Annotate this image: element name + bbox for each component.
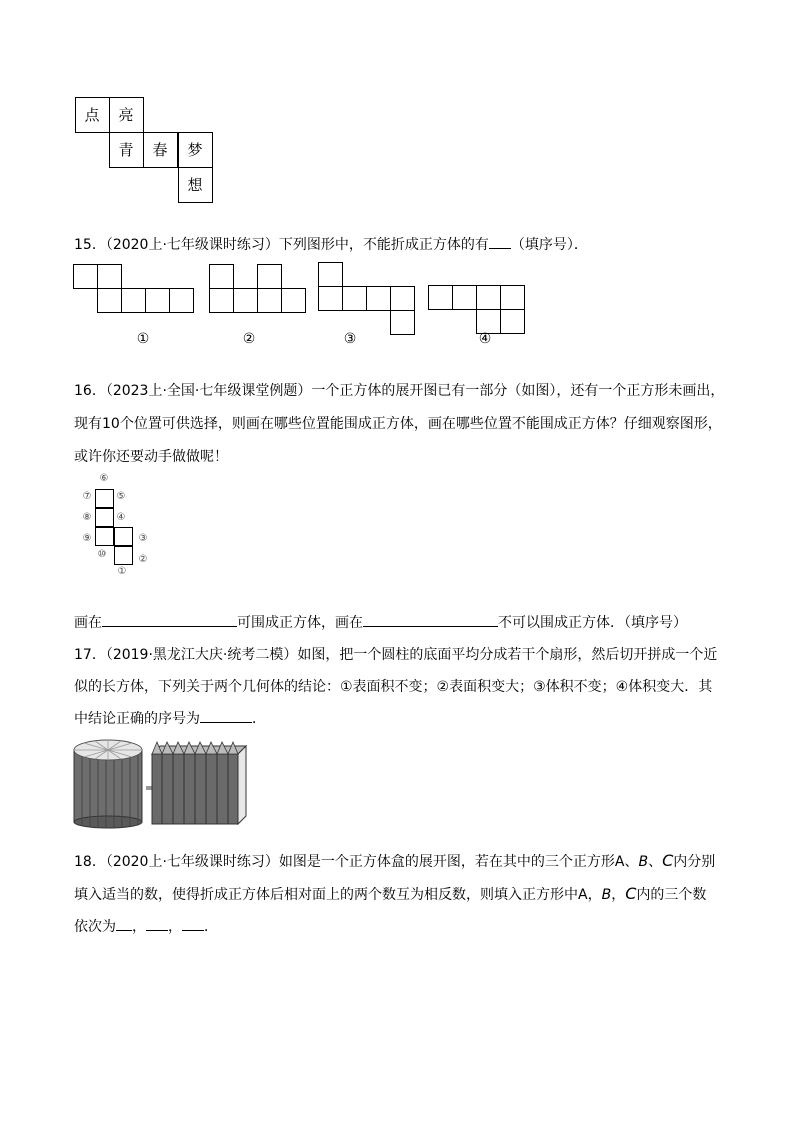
net-square <box>114 546 133 565</box>
position-label: ⑩ <box>97 549 107 560</box>
q17-line2: 似的长方体，下列关于两个几何体的结论：①表面积不变；②表面积变大；③体积不变；④体积变大．其 <box>74 679 713 695</box>
question-text: 填入适当的数，使得折成正方体后相对面上的两个数互为相反数，则填入正方形中 <box>74 887 578 903</box>
question-text: 如图是一个正方体盒的展开图，若在其中的三个正方形 <box>278 854 615 870</box>
net-square <box>95 527 114 546</box>
q17-line1 <box>74 644 717 664</box>
question-number: 17． <box>74 647 106 663</box>
figure-label: ① <box>136 331 150 347</box>
separator: ， <box>132 919 146 935</box>
net-square <box>121 288 146 313</box>
separator: ， <box>168 919 182 935</box>
net-square <box>73 264 98 289</box>
q15-text <box>74 234 588 254</box>
net-square <box>500 309 525 334</box>
q17-line3 <box>74 708 266 728</box>
figure-label: ③ <box>343 331 357 347</box>
net-square <box>428 285 453 310</box>
net-square <box>233 288 258 313</box>
q16-answer-line <box>74 612 687 632</box>
label-b: B <box>601 887 612 903</box>
net-square <box>257 264 282 289</box>
position-label: ⑨ <box>82 533 92 544</box>
net-square <box>318 262 343 287</box>
net-square <box>366 286 391 311</box>
answer-text: 不可以围成正方体．（填序号） <box>498 615 687 631</box>
q18-line1 <box>74 851 715 871</box>
question-text: ． <box>252 711 266 727</box>
label-c: C <box>662 851 674 870</box>
q18-line3 <box>74 916 218 936</box>
cylinder-cuboid-figure <box>70 734 250 830</box>
question-number: 15． <box>74 237 106 253</box>
q16-line3: 或许你还要动手做做呢！ <box>74 449 228 465</box>
net-square <box>257 288 282 313</box>
question-number: 16． <box>74 383 106 399</box>
position-label: ② <box>138 554 148 565</box>
answer-blank[interactable] <box>116 916 132 931</box>
net-square <box>145 288 170 313</box>
question-source: （2020上·七年级课时练习） <box>105 854 279 870</box>
answer-blank[interactable] <box>182 916 204 931</box>
question-text: 内分别 <box>673 854 716 870</box>
net-square <box>390 286 415 311</box>
answer-blank[interactable] <box>363 612 498 627</box>
net-char: 亮 <box>118 106 134 124</box>
answer-text: 可围成正方体，画在 <box>237 615 363 631</box>
net-square <box>281 288 306 313</box>
answer-blank[interactable] <box>102 612 237 627</box>
net-square <box>95 489 114 508</box>
q18-line2 <box>74 884 706 904</box>
position-label: ⑥ <box>99 473 109 484</box>
position-label: ③ <box>138 533 148 544</box>
net-square <box>97 288 122 313</box>
net-char: 青 <box>118 141 134 159</box>
label-b: B <box>638 854 649 870</box>
net-square <box>342 286 367 311</box>
net-square <box>476 285 501 310</box>
answer-blank[interactable] <box>200 708 252 723</box>
net-square <box>95 508 114 527</box>
question-text: 一个正方体的展开图已有一部分（如图），还有一个正方形未画出， <box>311 383 725 399</box>
net-char: 点 <box>84 106 100 124</box>
net-char: 梦 <box>187 141 203 159</box>
separator: ， <box>587 887 602 903</box>
position-label: ⑧ <box>82 512 92 523</box>
figure-label: ② <box>242 331 256 347</box>
position-label: ① <box>117 566 127 577</box>
net-square <box>500 285 525 310</box>
label-a: A <box>614 854 625 870</box>
figure-label: ④ <box>478 331 492 347</box>
question-text: （填序号）． <box>510 237 588 253</box>
separator: ． <box>204 919 218 935</box>
q16-line1 <box>74 380 724 400</box>
net-square <box>390 310 415 335</box>
net-square <box>169 288 194 313</box>
net-square <box>452 285 477 310</box>
net-char: 想 <box>187 176 203 194</box>
label-c: C <box>625 884 637 903</box>
net-square <box>318 286 343 311</box>
net-square <box>209 288 234 313</box>
position-label: ⑦ <box>82 491 92 502</box>
question-text: 下列图形中，不能折成正方体的有 <box>278 237 489 253</box>
question-number: 18． <box>74 854 106 870</box>
separator: 、 <box>648 854 663 870</box>
answer-blank[interactable] <box>146 916 168 931</box>
net-square <box>114 527 133 546</box>
question-text: 依次为 <box>74 919 116 935</box>
answer-text: 画在 <box>74 615 102 631</box>
label-a: A <box>578 887 588 903</box>
q16-line2: 现有10个位置可供选择，则画在哪些位置能围成正方体，画在哪些位置不能围成正方体？仔细观察图形， <box>74 416 722 432</box>
separator: 、 <box>624 854 639 870</box>
question-source: （2019·黑龙江大庆·统考二模） <box>105 647 298 663</box>
question-source: （2023上·全国·七年级课堂例题） <box>105 383 312 399</box>
separator: ， <box>611 887 626 903</box>
net-square <box>209 264 234 289</box>
position-label: ④ <box>116 512 126 523</box>
answer-blank[interactable] <box>489 234 511 249</box>
position-label: ⑤ <box>116 491 126 502</box>
question-text: 如图，把一个圆柱的底面平均分成若干个扇形，然后切开拼成一个近 <box>297 647 718 663</box>
question-source: （2020上·七年级课时练习） <box>105 237 279 253</box>
net-square <box>97 264 122 289</box>
net-char: 春 <box>152 141 168 159</box>
question-text: 内的三个数 <box>636 887 707 903</box>
question-text: 中结论正确的序号为 <box>74 711 200 727</box>
